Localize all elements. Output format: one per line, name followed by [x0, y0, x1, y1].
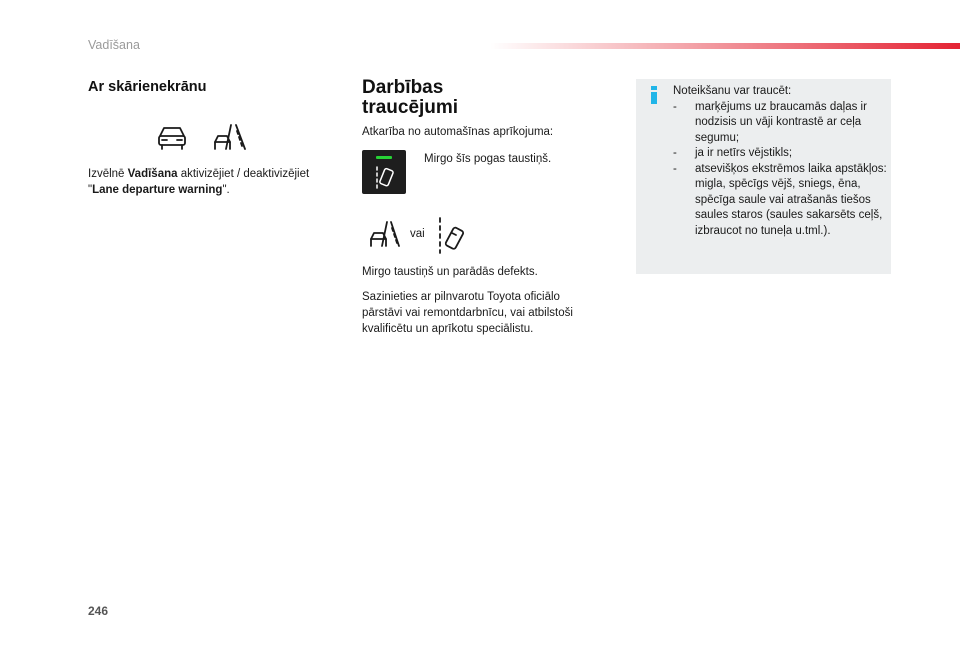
- equipment-intro: Atkarība no automašīnas aprīkojuma:: [362, 126, 554, 138]
- car-front-icon: [159, 128, 185, 149]
- lane-car-icon: [377, 167, 394, 188]
- touchscreen-instructions: [88, 166, 338, 198]
- list-item: - atsevišķos ekstrēmos laika apstākļos: migla, spēcīgs vējš, sniegs, ēna, spēcīga saule vai atrašanās tiešos saules staros (saules sakarsēts ceļš, izbraucot no tuneļa u.tml.).: [673, 162, 887, 237]
- heading-line1: Darbības: [362, 77, 444, 98]
- info-icon: [650, 86, 658, 104]
- instruction-suffix: ".: [222, 184, 230, 196]
- touchscreen-icons: [158, 123, 248, 153]
- list-item: - marķējums uz braucamās daļas ir nodzisis un vāji kontrastē ar ceļa segumu;: [673, 100, 867, 144]
- info-list: [673, 100, 887, 240]
- lane-departure-icon: [371, 222, 399, 246]
- info-intro: Noteikšanu var traucēt:: [673, 85, 792, 97]
- contact-dealer-text: Sazinieties ar pilnvarotu Toyota oficiālo pārstāvi vai remontdarbnīcu, vai atbilstoši kvalificētu un aprīkotu speciālistu.: [362, 291, 573, 335]
- or-text: vai: [410, 228, 425, 240]
- section-title: Vadīšana: [88, 38, 140, 52]
- page-number: 246: [88, 604, 109, 618]
- list-item: - ja ir netīrs vējstikls;: [673, 147, 793, 159]
- lane-car-icon: [440, 218, 464, 253]
- instruction-prefix: Izvēlnē: [88, 168, 128, 180]
- lane-departure-icon: [215, 125, 245, 149]
- blink-text: Mirgo šīs pogas taustiņš.: [424, 153, 552, 165]
- defect-text: Mirgo taustiņš un parādās defekts.: [362, 266, 538, 278]
- header-accent-bar: [490, 43, 960, 49]
- heading-line2: traucējumi: [362, 97, 459, 118]
- feature-name: Lane departure warning: [92, 184, 223, 196]
- lane-warning-button-image: [362, 150, 406, 194]
- touchscreen-heading: Ar skārienekrānu: [88, 79, 207, 95]
- menu-name: Vadīšana: [127, 168, 178, 180]
- info-content: [673, 84, 887, 239]
- instruction-middle: aktivizējiet / deaktivizējiet ": [88, 168, 310, 196]
- malfunctions-heading: [362, 78, 458, 118]
